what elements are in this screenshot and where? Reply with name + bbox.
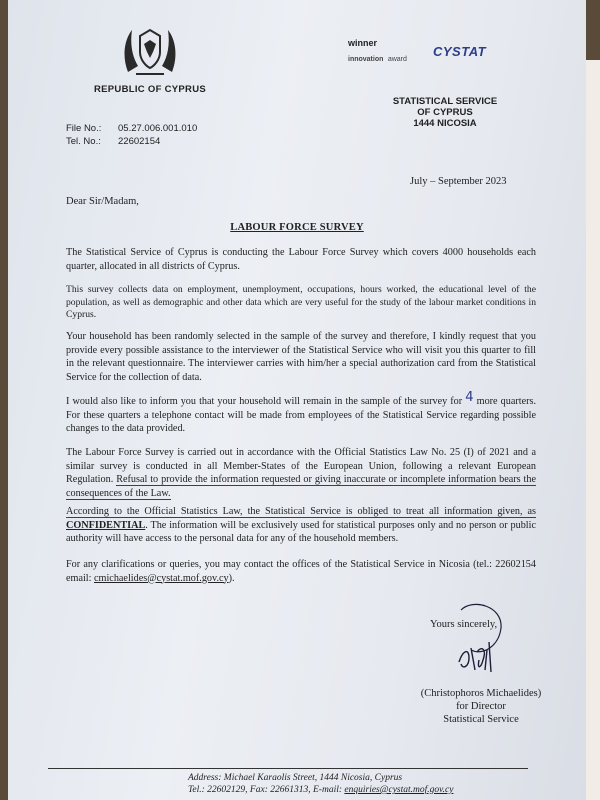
letter-date: July – September 2023 bbox=[410, 176, 507, 187]
innovation-award-logo bbox=[348, 38, 407, 66]
closing: Yours sincerely, bbox=[430, 619, 498, 630]
letter-title: LABOUR FORCE SURVEY bbox=[230, 222, 364, 233]
paragraph-1: The Statistical Service of Cyprus is conducting the Labour Force Survey which covers 4000 households each quarter, allocated in all districts of Cyprus. bbox=[66, 247, 536, 272]
tel-label: Tel. No.: bbox=[66, 136, 101, 147]
footer-email-link[interactable]: enquiries@cystat.mof.gov.cy bbox=[344, 785, 454, 795]
tel-value: 22602154 bbox=[118, 136, 161, 147]
republic-label: REPUBLIC OF CYPRUS bbox=[94, 84, 207, 95]
confidential-text: CONFIDENTIAL bbox=[66, 519, 146, 531]
paragraph-4-start: I would also like to inform you that your household will remain in the sample of the survey for bbox=[66, 396, 463, 407]
service-line-2: OF CYPRUS bbox=[417, 107, 473, 118]
cystat-logo: CYSTAT bbox=[433, 44, 487, 59]
sender-organization bbox=[380, 96, 510, 129]
sender-org: Statistical Service bbox=[443, 714, 519, 725]
handwritten-number: 4 bbox=[465, 390, 474, 405]
footer-divider bbox=[48, 768, 528, 769]
award-winner-text: winner bbox=[348, 38, 378, 48]
sender-role: for Director bbox=[456, 701, 506, 712]
paragraph-6-underlined: According to the Official Statistics Law, the Statistical Service is obliged to treat all information given, as bbox=[66, 506, 536, 517]
paragraph-5-underlined: Refusal to provide the information requested or giving inaccurate or incomplete information bears the consequences of the Law. bbox=[66, 474, 536, 499]
paragraph-7-end: ). bbox=[228, 572, 235, 584]
award-innovation-text: innovation bbox=[348, 56, 384, 63]
paragraph-3: Your household has been randomly selected in the sample of the survey and therefore, I kindly request that you provide every possible assistance to the interviewer of the Statistical Service who will visit you this quarter to fill in the relevant questionnaire. The interviewer carries with him/her a special authorization card from the Statistical Service for the collection of data. bbox=[66, 331, 536, 383]
paragraph-5-start: The Labour Force Survey is carried out in accordance with the Official Statistics Law No. 25 (I) of 2021 and a similar survey is conducted in all Member-States of the European Union, following a relevant European Regulation. bbox=[66, 447, 536, 485]
footer-address: Address: Michael Karaolis Street, 1444 Nicosia, Cyprus bbox=[188, 773, 403, 783]
paragraph-6-end: . The information will be exclusively used for statistical purposes only and no person or public authority will have access to the personal data for any of the household members. bbox=[66, 519, 536, 544]
paragraph-2: This survey collects data on employment, unemployment, occupations, hours worked, the educational level of the population, as well as demographic and other data which are very useful for the study of the labour market conditions in Cyprus. bbox=[66, 284, 536, 320]
contact-email-link[interactable]: cmichaelides@cystat.mof.gov.cy bbox=[94, 572, 229, 584]
footer bbox=[188, 772, 453, 796]
letter-page bbox=[8, 0, 586, 800]
paragraph-6 bbox=[66, 505, 536, 546]
sender-block bbox=[416, 687, 546, 726]
reference-block bbox=[66, 122, 197, 148]
paragraph-7-start: For any clarifications or queries, you may contact the offices of the Statistical Service in Nicosia (tel.: 22602154 email: bbox=[66, 559, 536, 584]
paragraph-4 bbox=[66, 390, 537, 436]
handwritten-signature-icon bbox=[443, 600, 513, 680]
paragraph-5 bbox=[66, 446, 536, 500]
file-value: 05.27.006.001.010 bbox=[118, 123, 198, 134]
salutation: Dear Sir/Madam, bbox=[66, 196, 139, 207]
service-line-1: STATISTICAL SERVICE bbox=[392, 96, 498, 107]
paragraph-4-end: more quarters. For these quarters a telephone contact will be made from employees of the Statistical Service regarding possible changes to the data provided. bbox=[66, 396, 537, 434]
service-line-3: 1444 NICOSIA bbox=[413, 118, 477, 129]
paragraph-7 bbox=[66, 558, 536, 585]
footer-contact: Tel.: 22602129, Fax: 22661313, E-mail: bbox=[188, 785, 343, 795]
sender-name: (Christophoros Michaelides) bbox=[420, 688, 542, 699]
award-suffix-text: award bbox=[387, 56, 407, 63]
file-label: File No.: bbox=[66, 123, 102, 134]
cyprus-coat-of-arms-icon bbox=[120, 22, 180, 82]
